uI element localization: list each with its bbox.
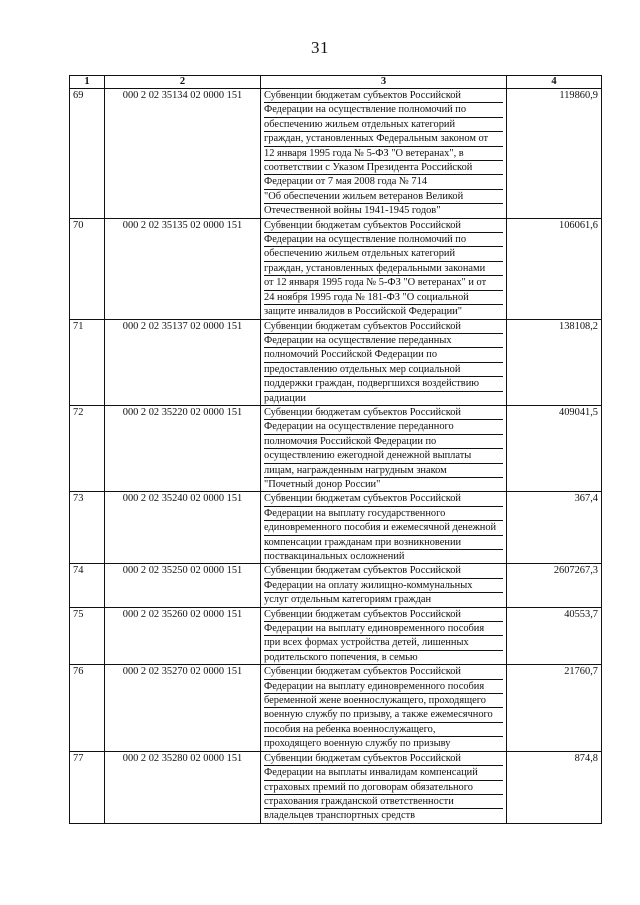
- description-line: Отечественной войны 1941-1945 годов": [264, 205, 441, 217]
- amount: 138108,2: [507, 319, 602, 405]
- row-number: 74: [70, 564, 105, 607]
- description-line: лицам, награжденным нагрудным знаком: [264, 464, 503, 478]
- description-line: Субвенции бюджетам субъектов Российской: [264, 492, 503, 506]
- budget-code: 000 2 02 35280 02 0000 151: [105, 751, 261, 823]
- description-line: Федерации на выплату единовременного пособия: [264, 680, 503, 694]
- description-line: Субвенции бюджетам субъектов Российской: [264, 665, 503, 679]
- budget-code: 000 2 02 35134 02 0000 151: [105, 89, 261, 219]
- table-row: [70, 218, 602, 319]
- description-line: "Об обеспечении жильем ветеранов Великой: [264, 190, 503, 204]
- description-line: Федерации на выплату государственного: [264, 507, 503, 521]
- amount: 21760,7: [507, 665, 602, 751]
- revenue-description: [261, 665, 507, 751]
- amount: 106061,6: [507, 218, 602, 319]
- revenue-description: [261, 564, 507, 607]
- description-line: Федерации на осуществление полномочий по: [264, 233, 503, 247]
- row-number: 70: [70, 218, 105, 319]
- description-line: Субвенции бюджетам субъектов Российской: [264, 564, 503, 578]
- description-line: военную службу по призыву, а также ежемесячного: [264, 708, 503, 722]
- row-number: 73: [70, 492, 105, 564]
- row-number: 76: [70, 665, 105, 751]
- description-line: соответствии с Указом Президента Российской: [264, 161, 503, 175]
- revenue-description: [261, 319, 507, 405]
- revenue-description: [261, 218, 507, 319]
- description-line: Субвенции бюджетам субъектов Российской: [264, 752, 503, 766]
- revenue-description: [261, 492, 507, 564]
- description-line: защите инвалидов в Российской Федерации": [264, 306, 462, 318]
- table-row: [70, 492, 602, 564]
- description-line: обеспечению жильем отдельных категорий: [264, 118, 503, 132]
- revenue-description: [261, 89, 507, 219]
- description-line: Федерации на осуществление переданного: [264, 420, 503, 434]
- budget-code: 000 2 02 35270 02 0000 151: [105, 665, 261, 751]
- description-line: Субвенции бюджетам субъектов Российской: [264, 89, 503, 103]
- description-line: граждан, установленных Федеральным законом от: [264, 132, 503, 146]
- table-row: [70, 319, 602, 405]
- description-line: обеспечению жильем отдельных категорий: [264, 247, 503, 261]
- description-line: услуг отдельным категориям граждан: [264, 594, 432, 606]
- amount: 409041,5: [507, 405, 602, 491]
- table-body: [70, 89, 602, 824]
- header-col-2: 2: [105, 76, 261, 89]
- description-line: Федерации на оплату жилищно-коммунальных: [264, 579, 503, 593]
- amount: 874,8: [507, 751, 602, 823]
- description-line: предоставлению отдельных мер социальной: [264, 363, 503, 377]
- description-line: поствакцинальных осложнений: [264, 551, 405, 562]
- description-line: Федерации на осуществление переданных: [264, 334, 503, 348]
- row-number: 72: [70, 405, 105, 491]
- table-row: [70, 89, 602, 219]
- amount: 2607267,3: [507, 564, 602, 607]
- description-line: "Почетный донор России": [264, 478, 381, 490]
- header-col-1: 1: [70, 76, 105, 89]
- description-line: полномочия Российской Федерации по: [264, 435, 503, 449]
- description-line: Субвенции бюджетам субъектов Российской: [264, 406, 503, 420]
- table-row: [70, 665, 602, 751]
- header-col-3: 3: [261, 76, 507, 89]
- table-row: [70, 564, 602, 607]
- description-line: страхования гражданской ответственности: [264, 795, 503, 809]
- description-line: Федерации от 7 мая 2008 года № 714: [264, 175, 503, 189]
- description-line: поддержки граждан, подвергшихся воздействию: [264, 377, 503, 391]
- row-number: 71: [70, 319, 105, 405]
- budget-code: 000 2 02 35220 02 0000 151: [105, 405, 261, 491]
- description-line: страховых премий по договорам обязательного: [264, 781, 503, 795]
- description-line: владельцев транспортных средств: [264, 810, 416, 822]
- amount: 119860,9: [507, 89, 602, 219]
- revenue-description: [261, 607, 507, 665]
- description-line: при всех формах устройства детей, лишенных: [264, 636, 503, 650]
- description-line: 12 января 1995 года № 5-ФЗ "О ветеранах", в: [264, 147, 503, 161]
- description-line: Субвенции бюджетам субъектов Российской: [264, 608, 503, 622]
- description-line: Субвенции бюджетам субъектов Российской: [264, 320, 503, 334]
- description-line: от 12 января 1995 года № 5-ФЗ "О ветеранах" и от: [264, 276, 503, 290]
- description-line: компенсации гражданам при возникновении: [264, 536, 503, 550]
- description-line: полномочий Российской Федерации по: [264, 348, 503, 362]
- description-line: Федерации на выплаты инвалидам компенсаций: [264, 766, 503, 780]
- amount: 367,4: [507, 492, 602, 564]
- budget-code: 000 2 02 35250 02 0000 151: [105, 564, 261, 607]
- table-row: [70, 607, 602, 665]
- description-line: беременной жене военнослужащего, проходящего: [264, 694, 503, 708]
- table-row: [70, 751, 602, 823]
- description-line: проходящего военную службу по призыву: [264, 738, 451, 750]
- budget-code: 000 2 02 35240 02 0000 151: [105, 492, 261, 564]
- description-line: единовременного пособия и ежемесячной денежной: [264, 521, 503, 535]
- row-number: 69: [70, 89, 105, 219]
- description-line: Субвенции бюджетам субъектов Российской: [264, 219, 503, 233]
- budget-code: 000 2 02 35260 02 0000 151: [105, 607, 261, 665]
- header-col-4: 4: [507, 76, 602, 89]
- revenue-description: [261, 405, 507, 491]
- row-number: 75: [70, 607, 105, 665]
- description-line: граждан, установленных федеральными законами: [264, 262, 503, 276]
- row-number: 77: [70, 751, 105, 823]
- description-line: Федерации на выплату единовременного пособия: [264, 622, 503, 636]
- description-line: осуществлению ежегодной денежной выплаты: [264, 449, 503, 463]
- description-line: пособия на ребенка военнослужащего,: [264, 723, 503, 737]
- description-line: 24 ноября 1995 года № 181-ФЗ "О социальной: [264, 291, 503, 305]
- table-row: [70, 405, 602, 491]
- description-line: Федерации на осуществление полномочий по: [264, 103, 503, 117]
- budget-code: 000 2 02 35135 02 0000 151: [105, 218, 261, 319]
- description-line: родительского попечения, в семью: [264, 651, 418, 663]
- revenue-description: [261, 751, 507, 823]
- description-line: радиации: [264, 392, 306, 404]
- page-number: 31: [311, 38, 329, 57]
- header-row: [70, 76, 602, 89]
- budget-table: [69, 75, 602, 824]
- amount: 40553,7: [507, 607, 602, 665]
- budget-code: 000 2 02 35137 02 0000 151: [105, 319, 261, 405]
